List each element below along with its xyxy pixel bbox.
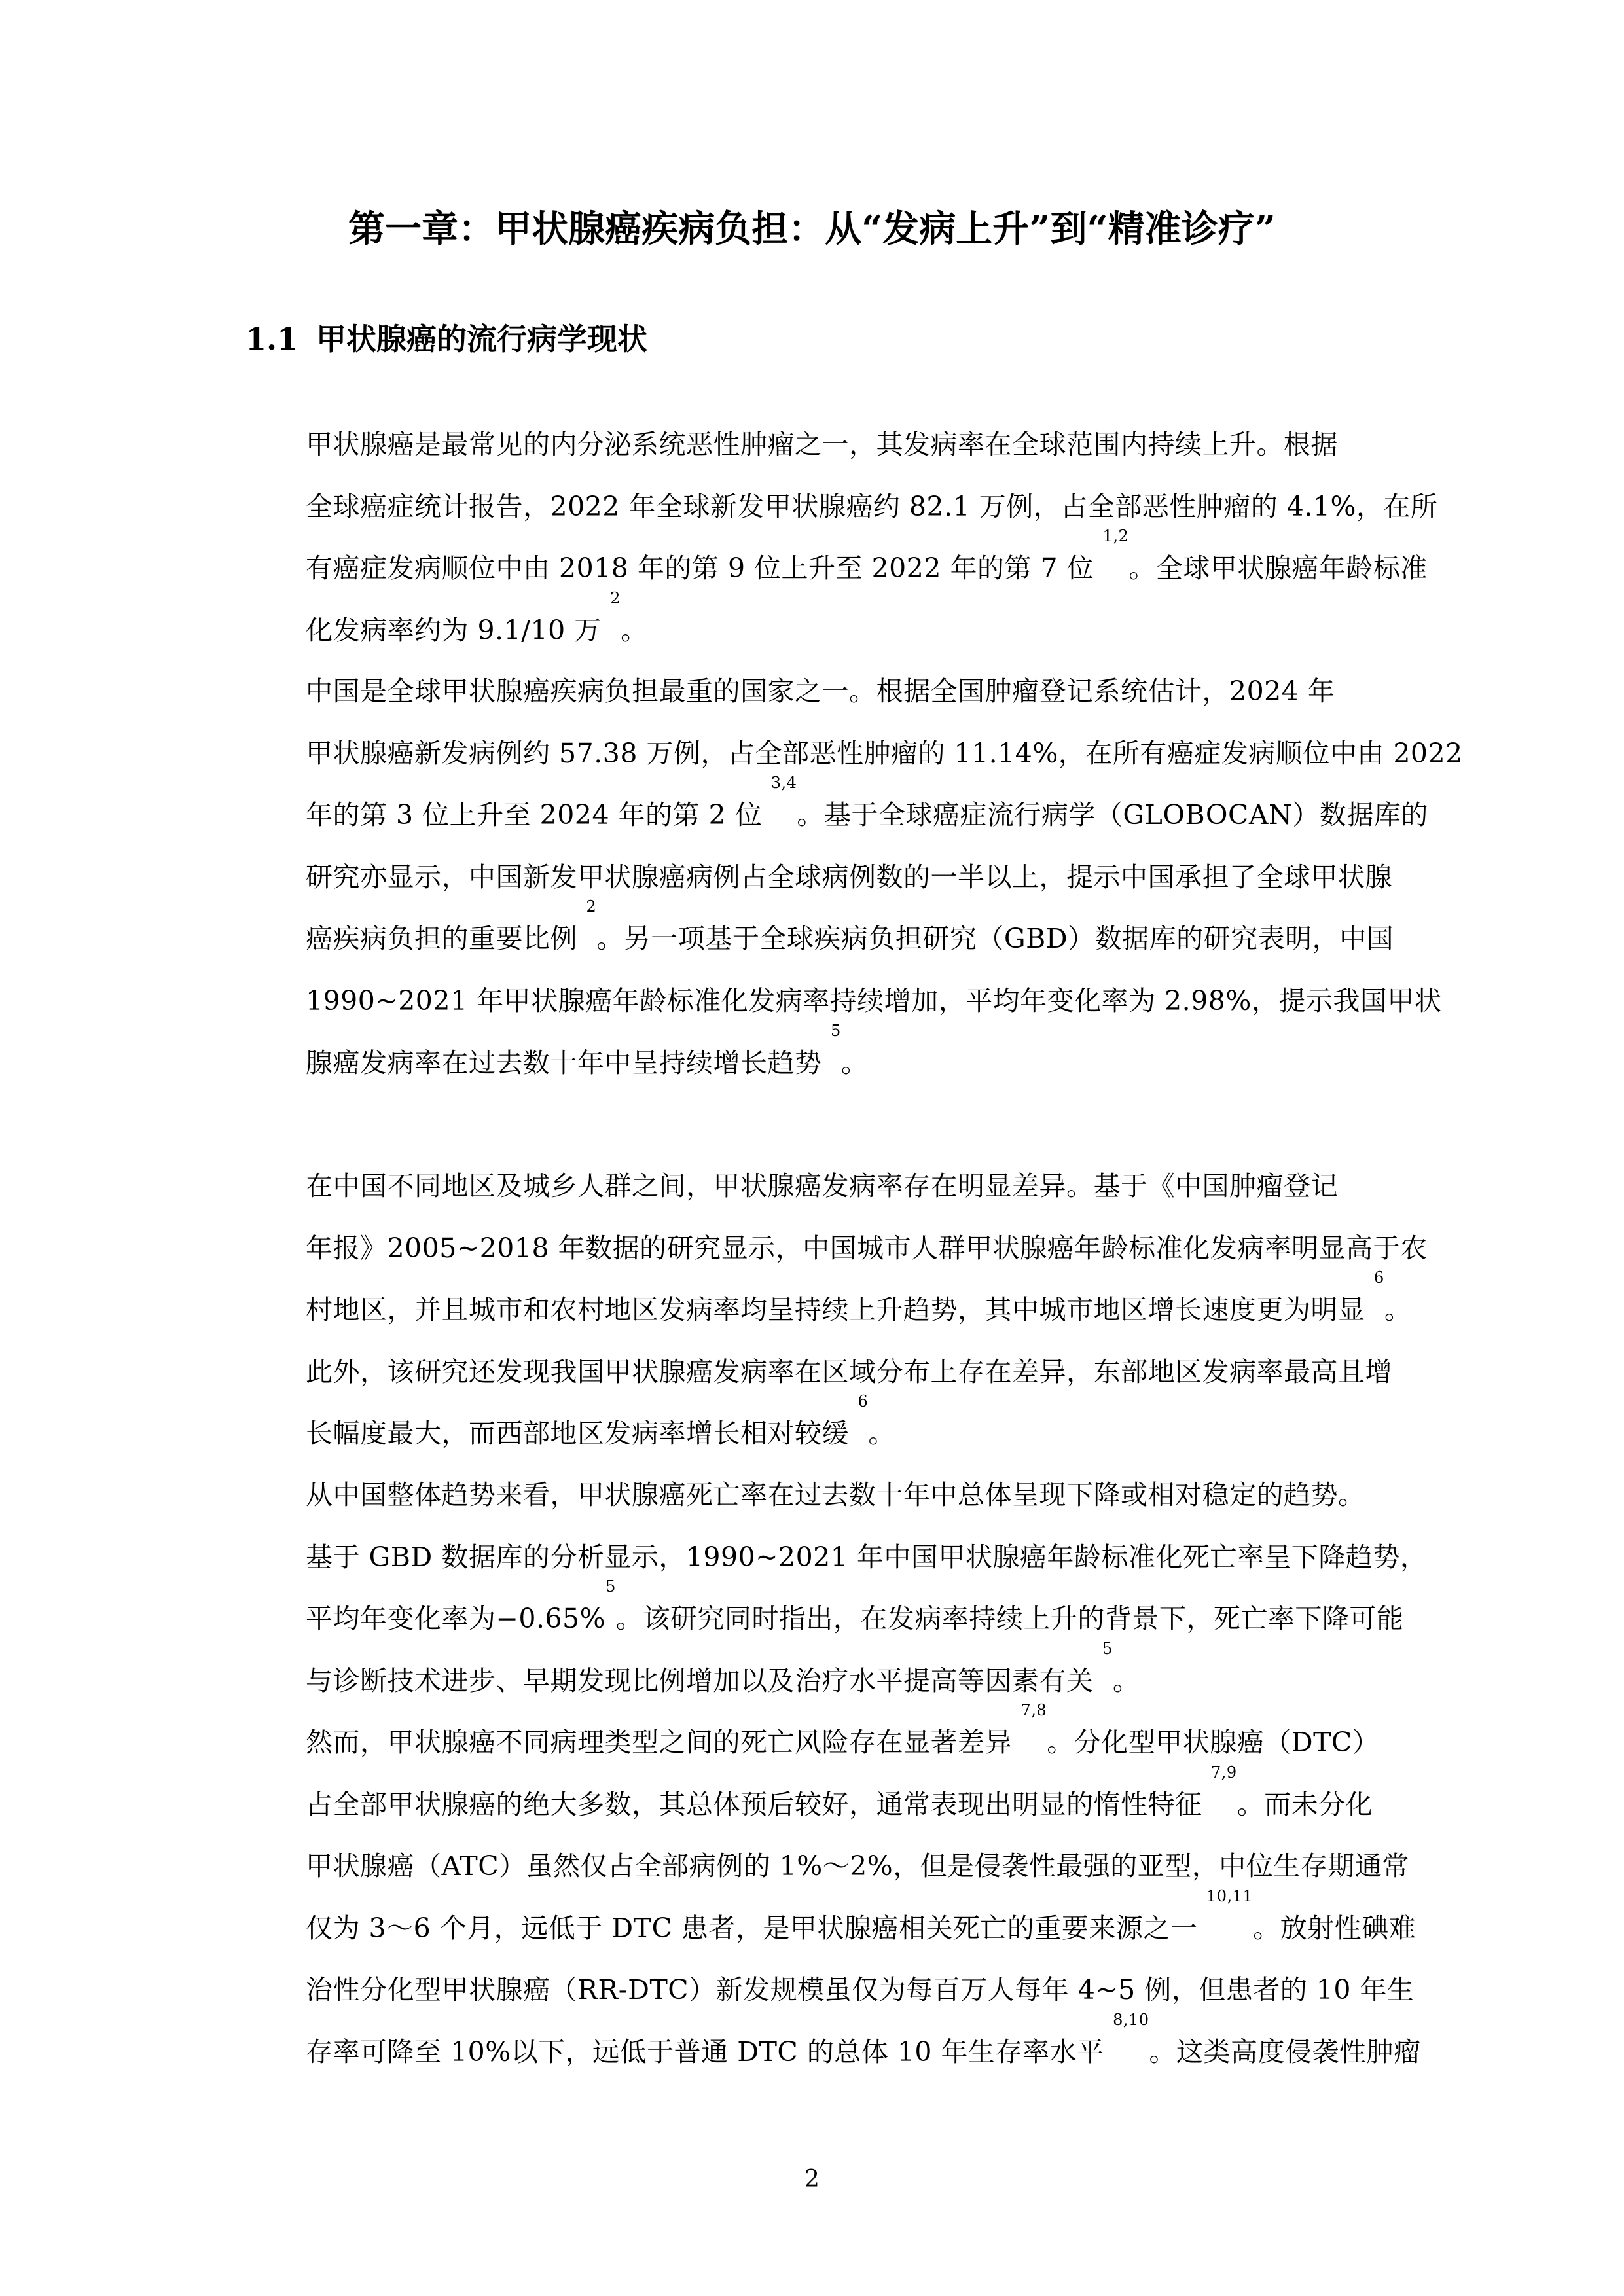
body-paragraph (245, 1464, 1428, 1712)
text-run: 年报》2005~2018 年数据的研究显示，中国城市人群甲状腺癌年龄标准化发病率明显高于农 (306, 1232, 1428, 1264)
citation-superscript: 1,2 (1102, 527, 1129, 546)
text-run: 。 (840, 1047, 869, 1079)
paragraph-line (245, 1021, 1378, 1094)
text-run: 村地区，并且城市和农村地区发病率均呈持续上升趋势，其中城市地区增长速度更为明显 (306, 1294, 1375, 1326)
paragraph-line (245, 527, 1428, 600)
text-run: 甲状腺癌是最常见的内分泌系统恶性肿瘤之一，其发病率在全球范围内持续上升。根据 (306, 429, 1338, 460)
citation-superscript: 5 (605, 1577, 616, 1596)
section-number: 1.1 (245, 321, 298, 357)
paragraph-line (245, 1526, 1428, 1588)
paragraph-line (245, 476, 1438, 538)
chapter-title: 第一章：甲状腺癌疾病负担：从“发病上升”到“精准诊疗” (348, 207, 1276, 251)
text-run: 化发病率约为 9.1/10 万 (306, 614, 611, 646)
text-run: 。 (621, 614, 648, 646)
text-run: 。另一项基于全球疾病负担研究（GBD）数据库的研究表明，中国 (596, 923, 1394, 955)
text-run: 中国是全球甲状腺癌疾病负担最重的国家之一。根据全国肿瘤登记系统估计，2024 年 (306, 675, 1335, 707)
paragraph-line (245, 1577, 1404, 1650)
paragraph-line (245, 897, 1394, 970)
text-run: 基于 GBD 数据库的分析显示，1990~2021 年中国甲状腺癌年龄标准化死亡率呈下降趋势， (306, 1541, 1428, 1573)
citation-superscript: 7,9 (1211, 1763, 1237, 1782)
citation-superscript: 7,8 (1020, 1701, 1047, 1719)
paragraph-line (245, 774, 1428, 846)
text-run: 在中国不同地区及城乡人群之间，甲状腺癌发病率存在明显差异。基于《中国肿瘤登记 (306, 1170, 1338, 1202)
paragraph-line (245, 970, 1442, 1032)
paragraph-line (245, 1392, 1378, 1465)
section-heading (245, 316, 647, 362)
text-run: 。放射性碘难 (1253, 1912, 1416, 1944)
text-run: 甲状腺癌新发病例约 57.38 万例，占全部恶性肿瘤的 11.14%，在所有癌症发病顺位中由 2022 (306, 737, 1463, 769)
paragraph-line (245, 1959, 1415, 2021)
text-run: 研究亦显示，中国新发甲状腺癌病例占全球病例数的一半以上，提示中国承担了全球甲状腺 (306, 861, 1392, 893)
text-run: 全球癌症统计报告，2022 年全球新发甲状腺癌约 82.1 万例，占全部恶性肿瘤的 4.1%，在所 (306, 490, 1438, 522)
text-run: 。分化型甲状腺癌（DTC） (1047, 1727, 1380, 1758)
text-run: 癌疾病负担的重要比例 (306, 923, 586, 955)
citation-superscript: 8,10 (1113, 2010, 1149, 2029)
text-run: 。 (1384, 1294, 1412, 1326)
text-run: 。全球甲状腺癌年龄标准 (1128, 552, 1428, 584)
paragraph-line (245, 1763, 1378, 1836)
text-run: 仅为 3～6 个月，远低于 DTC 患者，是甲状腺癌相关死亡的重要来源之一 (306, 1912, 1206, 1944)
text-run: 。这类高度侵袭性肿瘤 (1149, 2036, 1421, 2068)
body-paragraph (245, 414, 1438, 661)
paragraph-line (245, 588, 1378, 662)
citation-superscript: 2 (610, 588, 621, 607)
paragraph-line (245, 1268, 1412, 1341)
body-paragraph (245, 1701, 1421, 2083)
paragraph-line (245, 1464, 1378, 1526)
text-run: 甲状腺癌（ATC）虽然仅占全部病例的 1%～2%，但是侵袭性最强的亚型，中位生存期通常 (306, 1850, 1409, 1882)
paragraph-line (245, 1639, 1378, 1712)
citation-superscript: 10,11 (1206, 1886, 1254, 1905)
text-run: 年的第 3 位上升至 2024 年的第 2 位 (306, 799, 771, 831)
text-run: 。 (1112, 1664, 1140, 1696)
text-run: 从中国整体趋势来看，甲状腺癌死亡率在过去数十年中总体呈现下降或相对稳定的趋势。 (306, 1479, 1365, 1511)
text-run: 。而未分化 (1236, 1788, 1373, 1820)
paragraph-line (245, 723, 1463, 785)
body-paragraph (245, 1155, 1428, 1465)
paragraph-line (245, 1701, 1380, 1774)
text-run: 然而，甲状腺癌不同病理类型之间的死亡风险存在显著差异 (306, 1727, 1021, 1758)
paragraph-line (245, 1155, 1378, 1217)
text-run: 。 (868, 1418, 895, 1450)
citation-superscript: 5 (831, 1021, 841, 1040)
text-run: 此外，该研究还发现我国甲状腺癌发病率在区域分布上存在差异，东部地区发病率最高且增 (306, 1355, 1392, 1388)
paragraph-line (245, 1886, 1416, 1960)
paragraph-line (245, 414, 1378, 476)
paragraph-line (245, 660, 1378, 723)
text-run: 。该研究同时指出，在发病率持续上升的背景下，死亡率下降可能 (615, 1603, 1404, 1635)
text-run: 有癌症发病顺位中由 2018 年的第 9 位上升至 2022 年的第 7 位 (306, 552, 1103, 584)
text-run: 腺癌发病率在过去数十年中呈持续增长趋势 (306, 1047, 831, 1079)
citation-superscript: 3,4 (770, 774, 797, 793)
section-title: 甲状腺癌的流行病学现状 (316, 321, 648, 357)
text-run: 存率可降至 10%以下，远低于普通 DTC 的总体 10 年生存率水平 (306, 2036, 1113, 2068)
text-run: 与诊断技术进步、早期发现比例增加以及治疗水平提高等因素有关 (306, 1664, 1103, 1696)
text-run: 平均年变化率为−0.65% (306, 1603, 606, 1635)
text-run: 长幅度最大，而西部地区发病率增长相对较缓 (306, 1418, 858, 1450)
citation-superscript: 6 (857, 1392, 869, 1411)
text-run: 治性分化型甲状腺癌（RR-DTC）新发规模虽仅为每百万人每年 4~5 例，但患者的 10 年生 (306, 1974, 1415, 2006)
citation-superscript: 6 (1374, 1268, 1384, 1287)
paragraph-line (245, 2010, 1421, 2083)
page-number: 2 (804, 2166, 820, 2193)
paragraph-line (245, 1341, 1392, 1403)
citation-superscript: 2 (586, 897, 597, 916)
text-run: 占全部甲状腺癌的绝大多数，其总体预后较好，通常表现出明显的惰性特征 (306, 1788, 1212, 1820)
paragraph-line (245, 846, 1392, 908)
text-run: 。基于全球癌症流行病学（GLOBOCAN）数据库的 (797, 799, 1428, 831)
paragraph-line (245, 1217, 1428, 1280)
text-run: 1990~2021 年甲状腺癌年龄标准化发病率持续增加，平均年变化率为 2.98%，提示我国甲状 (306, 984, 1442, 1016)
citation-superscript: 5 (1102, 1639, 1113, 1658)
body-paragraph (245, 660, 1463, 1094)
